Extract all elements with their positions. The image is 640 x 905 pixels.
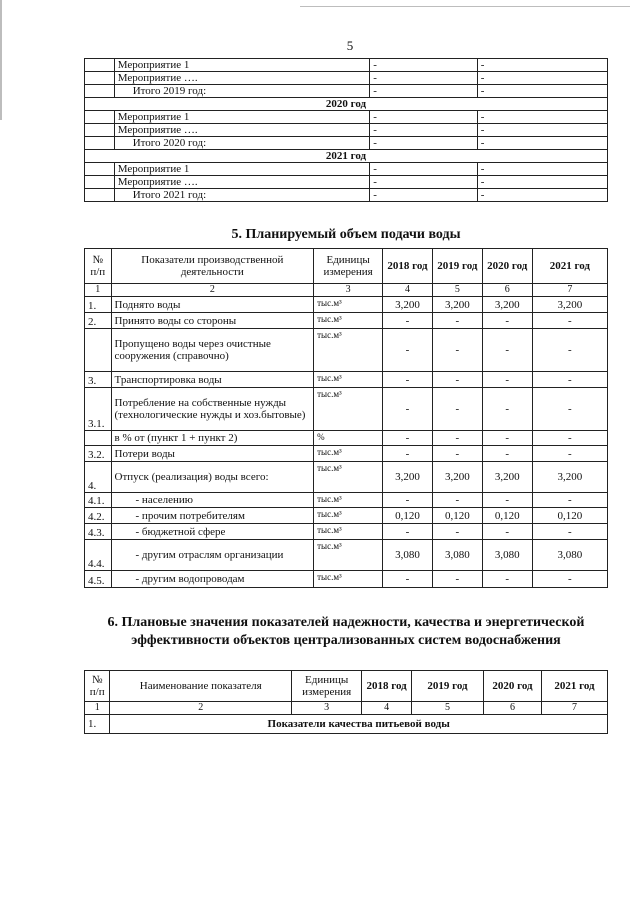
table-row [85,329,608,372]
header-unit: Единицы измерения [292,671,362,702]
unit-cell: тыс.м³ [314,540,383,571]
unit-cell: тыс.м³ [314,493,383,508]
value-cell: - [432,431,482,446]
value-cell: 3,080 [532,540,607,571]
value-cell: 0,120 [482,508,532,524]
header-2021: 2021 год [541,671,607,702]
row-num-cell [85,176,115,189]
row-label: Показатели качества питьевой воды [110,715,608,734]
unit-cell: тыс.м³ [314,571,383,588]
value-cell: - [532,388,607,431]
indicator-name: Потери воды [111,446,314,462]
column-number: 5 [411,702,483,715]
row-num: 4.1. [85,493,112,508]
table-row [85,388,608,431]
value-cell: 3,200 [432,297,482,313]
reliability-table [84,670,608,734]
year-heading: 2020 год [85,98,608,111]
table-row [85,59,608,72]
value-cell: - [383,388,433,431]
value-cell: - [370,124,478,137]
table-header-row [85,249,608,284]
column-number: 4 [362,702,412,715]
table-row [85,150,608,163]
row-num: 4.3. [85,524,112,540]
unit-cell: тыс.м³ [314,508,383,524]
value-cell: - [482,446,532,462]
header-2021: 2021 год [532,249,607,284]
row-num-cell [85,111,115,124]
value-cell: - [370,163,478,176]
scan-edge [0,0,2,120]
year-heading: 2021 год [85,150,608,163]
table-row [85,163,608,176]
column-number: 3 [314,284,383,297]
table-row [85,462,608,493]
row-num: 3. [85,372,112,388]
value-cell: - [383,329,433,372]
unit-cell: тыс.м³ [314,313,383,329]
value-cell: 3,080 [432,540,482,571]
row-num-cell [85,189,115,202]
value-cell: 3,200 [383,297,433,313]
value-cell: - [432,524,482,540]
header-indicator: Наименование показателя [110,671,292,702]
header-num: № п/п [85,249,112,284]
indicator-name: - населению [111,493,314,508]
indicator-name: Поднято воды [111,297,314,313]
unit-cell: тыс.м³ [314,388,383,431]
header-2019: 2019 год [432,249,482,284]
value-cell: - [477,124,607,137]
scan-edge [300,6,630,7]
indicator-name: Принято воды со стороны [111,313,314,329]
column-number: 2 [111,284,314,297]
table-row [85,98,608,111]
value-cell: 0,120 [383,508,433,524]
column-number-row [85,284,608,297]
row-num-cell [85,137,115,150]
table-row [85,85,608,98]
table-row [85,124,608,137]
header-2018: 2018 год [383,249,433,284]
row-num [85,431,112,446]
column-number-row [85,702,608,715]
table-row [85,524,608,540]
value-cell: 0,120 [532,508,607,524]
table-row [85,571,608,588]
value-cell: - [532,431,607,446]
indicator-name: - прочим потребителям [111,508,314,524]
indicator-name: Транспортировка воды [111,372,314,388]
value-cell: 3,200 [482,462,532,493]
value-cell: - [532,524,607,540]
value-cell: - [432,571,482,588]
value-cell: - [477,137,607,150]
value-cell: - [482,388,532,431]
column-number: 7 [541,702,607,715]
measure-label: Мероприятие 1 [114,111,370,124]
value-cell: 3,080 [383,540,433,571]
section5-title: 5. Планируемый объем подачи воды [231,227,461,242]
value-cell: - [532,571,607,588]
column-number: 7 [532,284,607,297]
row-num-cell [85,163,115,176]
value-cell: - [370,176,478,189]
unit-cell: % [314,431,383,446]
value-cell: - [482,493,532,508]
section6-title: 6. Плановые значения показателей надежности, качества и энергетической эффективности объектов централизованных систем водоснабжения [107,615,585,648]
row-num: 1. [85,715,110,734]
indicator-name: Отпуск (реализация) воды всего: [111,462,314,493]
value-cell: - [432,388,482,431]
row-num: 2. [85,313,112,329]
value-cell: 3,200 [482,297,532,313]
header-num: № п/п [85,671,110,702]
value-cell: - [477,85,607,98]
row-num: 3.2. [85,446,112,462]
page-number: 5 [346,38,354,53]
measure-label: Мероприятие …. [114,124,370,137]
value-cell: - [432,313,482,329]
value-cell: - [477,72,607,85]
water-supply-table [84,248,608,588]
row-num [85,329,112,372]
value-cell: - [532,372,607,388]
value-cell: - [482,372,532,388]
value-cell: 3,080 [482,540,532,571]
value-cell: - [477,176,607,189]
value-cell: 3,200 [432,462,482,493]
unit-cell: тыс.м³ [314,329,383,372]
indicator-name: - другим водопроводам [111,571,314,588]
column-number: 4 [383,284,433,297]
header-unit: Единицы измерения [314,249,383,284]
header-2018: 2018 год [362,671,412,702]
measure-label: Мероприятие …. [114,176,370,189]
row-num: 4.4. [85,540,112,571]
header-2020: 2020 год [484,671,542,702]
row-num-cell [85,85,115,98]
value-cell: - [482,571,532,588]
table-row [85,176,608,189]
value-cell: - [383,493,433,508]
row-num: 4. [85,462,112,493]
table-row [85,493,608,508]
value-cell: - [383,571,433,588]
row-num-cell [85,72,115,85]
value-cell: - [383,372,433,388]
value-cell: - [383,313,433,329]
indicator-name: - бюджетной сфере [111,524,314,540]
unit-cell: тыс.м³ [314,446,383,462]
indicator-name: Пропущено воды через очистные сооружения (справочно) [111,329,314,372]
value-cell: - [432,446,482,462]
measure-label: Мероприятие …. [114,72,370,85]
value-cell: 0,120 [432,508,482,524]
unit-cell: тыс.м³ [314,372,383,388]
unit-cell: тыс.м³ [314,297,383,313]
value-cell: - [482,524,532,540]
table-row [85,313,608,329]
value-cell: - [477,163,607,176]
table-row [85,72,608,85]
value-cell: - [370,72,478,85]
total-label: Итого 2019 год: [114,85,370,98]
column-number: 6 [484,702,542,715]
row-num: 1. [85,297,112,313]
value-cell: 3,200 [532,297,607,313]
indicator-name: в % от (пункт 1 + пункт 2) [111,431,314,446]
value-cell: - [370,189,478,202]
column-number: 5 [432,284,482,297]
table-row [85,508,608,524]
header-2020: 2020 год [482,249,532,284]
column-number: 1 [85,702,110,715]
table-row [85,715,608,734]
measures-table [84,58,608,202]
value-cell: - [482,329,532,372]
table-row [85,372,608,388]
value-cell: - [383,446,433,462]
value-cell: - [482,313,532,329]
column-number: 2 [110,702,292,715]
header-2019: 2019 год [411,671,483,702]
row-num: 3.1. [85,388,112,431]
value-cell: - [477,59,607,72]
measure-label: Мероприятие 1 [114,59,370,72]
value-cell: - [482,431,532,446]
table-row [85,189,608,202]
row-num-cell [85,124,115,137]
unit-cell: тыс.м³ [314,462,383,493]
table-row [85,137,608,150]
value-cell: - [370,111,478,124]
value-cell: - [383,524,433,540]
indicator-name: - другим отраслям организации [111,540,314,571]
table-header-row [85,671,608,702]
value-cell: 3,200 [532,462,607,493]
value-cell: - [383,431,433,446]
table-row [85,297,608,313]
column-number: 3 [292,702,362,715]
value-cell: - [532,313,607,329]
value-cell: - [477,111,607,124]
measure-label: Мероприятие 1 [114,163,370,176]
row-num: 4.5. [85,571,112,588]
header-indicator: Показатели производственной деятельности [111,249,314,284]
value-cell: - [370,59,478,72]
column-number: 6 [482,284,532,297]
row-num: 4.2. [85,508,112,524]
column-number: 1 [85,284,112,297]
unit-cell: тыс.м³ [314,524,383,540]
value-cell: - [432,493,482,508]
value-cell: - [532,329,607,372]
value-cell: 3,200 [383,462,433,493]
value-cell: - [532,446,607,462]
total-label: Итого 2020 год: [114,137,370,150]
value-cell: - [432,329,482,372]
table-row [85,446,608,462]
value-cell: - [432,372,482,388]
row-num-cell [85,59,115,72]
value-cell: - [370,85,478,98]
table-row [85,431,608,446]
value-cell: - [370,137,478,150]
value-cell: - [532,493,607,508]
table-row [85,540,608,571]
table-row [85,111,608,124]
value-cell: - [477,189,607,202]
indicator-name: Потребление на собственные нужды (технологические нужды и хоз.бытовые) [111,388,314,431]
total-label: Итого 2021 год: [114,189,370,202]
